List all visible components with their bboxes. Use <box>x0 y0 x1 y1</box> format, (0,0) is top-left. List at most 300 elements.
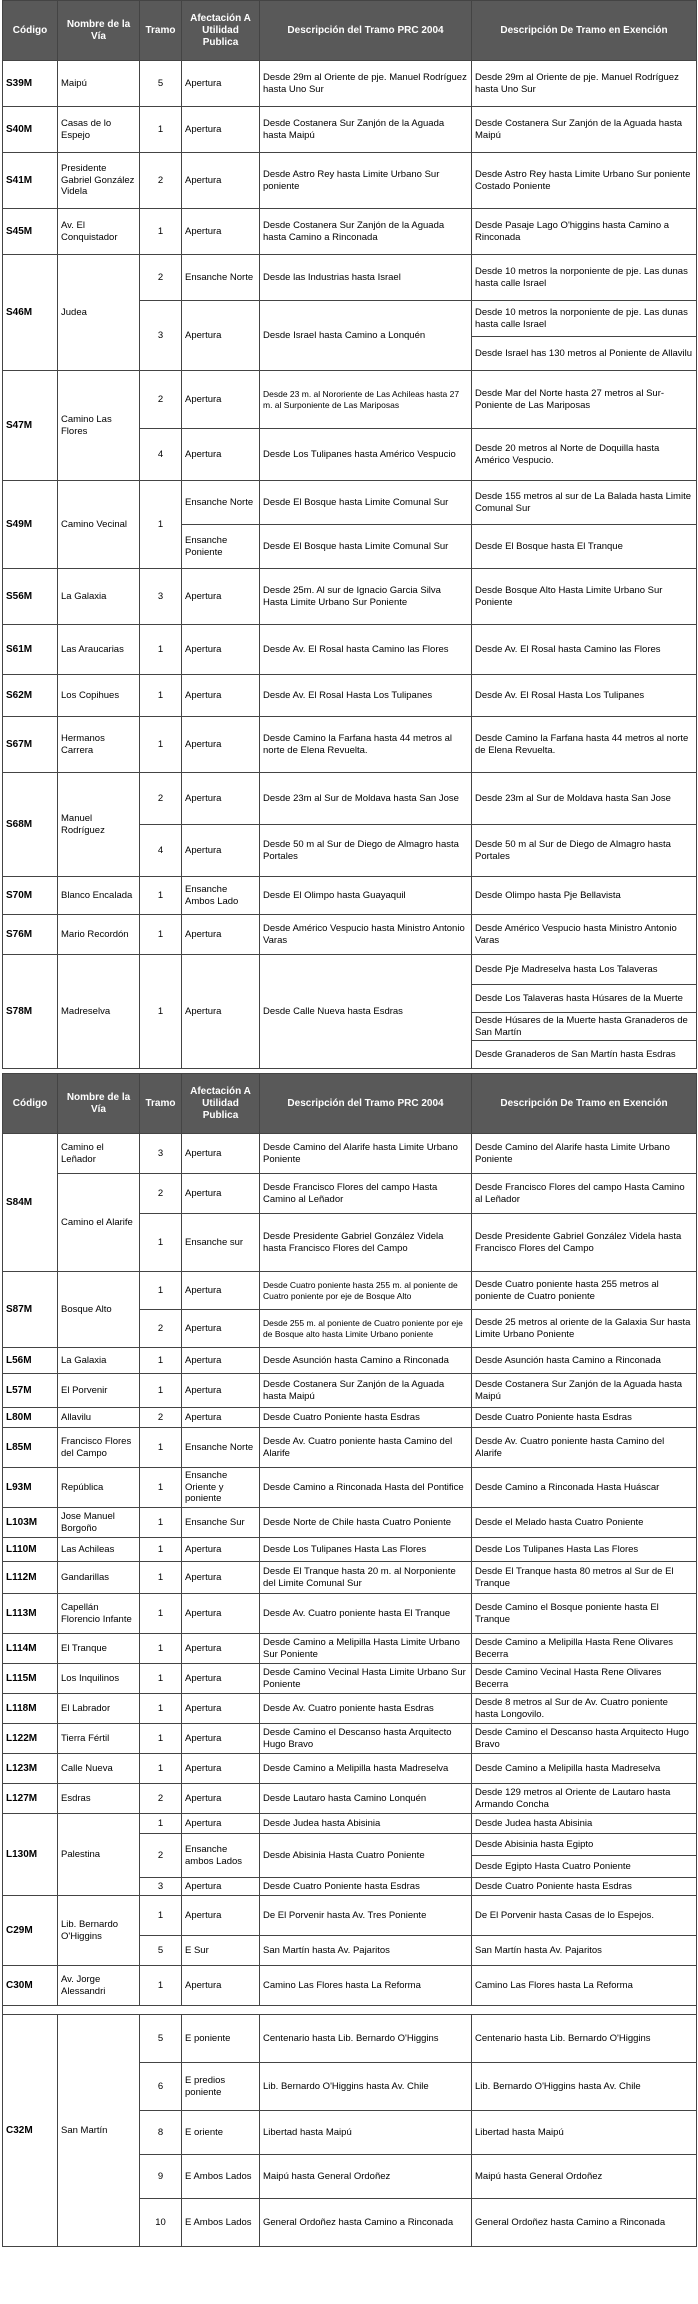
tramo-cell: 1 <box>140 1348 182 1374</box>
desc-prc-cell: Desde Av. Cuatro poniente hasta El Tranque <box>260 1594 472 1634</box>
code-cell: L110M <box>3 1538 58 1562</box>
name-cell: Las Achileas <box>58 1538 140 1562</box>
header-nombre: Nombre de la Vía <box>58 1 140 61</box>
name-cell: San Martín <box>58 2015 140 2247</box>
tramo-cell: 1 <box>140 1214 182 1272</box>
tramo-cell: 1 <box>140 1896 182 1936</box>
tramo-cell: 2 <box>140 255 182 301</box>
code-cell: S61M <box>3 625 58 675</box>
desc-exencion-cell: Desde Asunción hasta Camino a Rinconada <box>472 1348 697 1374</box>
code-cell: S78M <box>3 955 58 1069</box>
desc-prc-cell: Desde El Tranque hasta 20 m. al Norponiente del Limite Comunal Sur <box>260 1562 472 1594</box>
tramo-cell: 2 <box>140 1408 182 1428</box>
name-cell: Manuel Rodríguez <box>58 773 140 877</box>
table-row <box>3 209 697 255</box>
desc-exencion-cell: Desde Camino el Bosque poniente hasta El Tranque <box>472 1594 697 1634</box>
tramo-cell: 1 <box>140 107 182 153</box>
tramo-cell: 3 <box>140 1134 182 1174</box>
name-cell: Francisco Flores del Campo <box>58 1428 140 1468</box>
afectacion-cell: E predios poniente <box>182 2063 260 2111</box>
tramo-cell: 1 <box>140 209 182 255</box>
code-cell: L85M <box>3 1428 58 1468</box>
name-cell: República <box>58 1468 140 1508</box>
desc-exencion-cell: Desde Camino a Rinconada Hasta Huáscar <box>472 1468 697 1508</box>
desc-exencion-cell: Desde Francisco Flores del campo Hasta Camino al Leñador <box>472 1174 697 1214</box>
afectacion-cell: Apertura <box>182 107 260 153</box>
afectacion-cell: Apertura <box>182 1174 260 1214</box>
code-cell: L122M <box>3 1724 58 1754</box>
table-row <box>3 1348 697 1374</box>
desc-exencion-cell: Desde Abisinia hasta Egipto <box>472 1834 697 1856</box>
tramo-cell: 3 <box>140 301 182 371</box>
afectacion-cell: Apertura <box>182 569 260 625</box>
table-row <box>3 153 697 209</box>
desc-prc-cell: Desde Asunción hasta Camino a Rinconada <box>260 1348 472 1374</box>
desc-prc-cell: Desde Américo Vespucio hasta Ministro Antonio Varas <box>260 915 472 955</box>
name-cell: Palestina <box>58 1814 140 1896</box>
tramo-cell: 1 <box>140 1634 182 1664</box>
desc-exencion-cell: Desde el Melado hasta Cuatro Poniente <box>472 1508 697 1538</box>
tramo-cell: 2 <box>140 153 182 209</box>
table-separator <box>3 2006 697 2015</box>
table-row <box>3 1508 697 1538</box>
afectacion-cell: Apertura <box>182 1878 260 1896</box>
afectacion-cell: Ensanche Norte <box>182 255 260 301</box>
tramo-cell: 3 <box>140 1878 182 1896</box>
tramo-cell: 4 <box>140 825 182 877</box>
desc-exencion-cell: Desde 50 m al Sur de Diego de Almagro hasta Portales <box>472 825 697 877</box>
afectacion-cell: Apertura <box>182 429 260 481</box>
desc-prc-cell: Desde El Bosque hasta Limite Comunal Sur <box>260 481 472 525</box>
name-cell: Maipú <box>58 61 140 107</box>
desc-exencion-cell: Desde Húsares de la Muerte hasta Granaderos de San Martín <box>472 1013 697 1041</box>
name-cell: Gandarillas <box>58 1562 140 1594</box>
afectacion-cell: Apertura <box>182 1814 260 1834</box>
desc-prc-cell: Desde Av. Cuatro poniente hasta Esdras <box>260 1694 472 1724</box>
afectacion-cell: Apertura <box>182 1784 260 1814</box>
name-cell: La Galaxia <box>58 569 140 625</box>
afectacion-cell: Apertura <box>182 1724 260 1754</box>
name-cell: Camino Las Flores <box>58 371 140 481</box>
desc-prc-cell: Desde 29m al Oriente de pje. Manuel Rodríguez hasta Uno Sur <box>260 61 472 107</box>
afectacion-cell: Apertura <box>182 1348 260 1374</box>
desc-exencion-cell: Desde 129 metros al Oriente de Lautaro hasta Armando Concha <box>472 1784 697 1814</box>
desc-exencion-cell: Desde Camino a Melipilla hasta Madreselva <box>472 1754 697 1784</box>
afectacion-cell: Apertura <box>182 153 260 209</box>
name-cell: Camino el Alarife <box>58 1174 140 1272</box>
code-cell: L114M <box>3 1634 58 1664</box>
tramo-cell: 1 <box>140 877 182 915</box>
name-cell: La Galaxia <box>58 1348 140 1374</box>
table-row <box>3 915 697 955</box>
afectacion-cell: E Sur <box>182 1936 260 1966</box>
name-cell: Presidente Gabriel González Videla <box>58 153 140 209</box>
table-row <box>3 2015 697 2063</box>
desc-prc-cell: Desde Costanera Sur Zanjón de la Aguada hasta Maipú <box>260 1374 472 1408</box>
code-cell: S40M <box>3 107 58 153</box>
afectacion-cell: Apertura <box>182 1664 260 1694</box>
code-cell: C32M <box>3 2015 58 2247</box>
table-row <box>3 255 697 301</box>
header-desc-prc: Descripción del Tramo PRC 2004 <box>260 1074 472 1134</box>
table-row <box>3 1634 697 1664</box>
afectacion-cell: Ensanche Poniente <box>182 525 260 569</box>
header-afectacion: Afectación A Utilidad Publica <box>182 1074 260 1134</box>
afectacion-cell: Apertura <box>182 1966 260 2006</box>
desc-exencion-cell: Desde Olimpo hasta Pje Bellavista <box>472 877 697 915</box>
desc-prc-cell: Desde 23 m. al Nororiente de Las Achileas hasta 27 m. al Surponiente de Las Mariposas <box>260 371 472 429</box>
afectacion-cell: E poniente <box>182 2015 260 2063</box>
tramo-cell: 1 <box>140 1694 182 1724</box>
desc-exencion-cell: Desde Camino a Melipilla Hasta Rene Olivares Becerra <box>472 1634 697 1664</box>
header-tramo: Tramo <box>140 1 182 61</box>
name-cell: Casas de lo Espejo <box>58 107 140 153</box>
desc-prc-cell: Desde Av. El Rosal hasta Camino las Flores <box>260 625 472 675</box>
afectacion-cell: Ensanche ambos Lados <box>182 1834 260 1878</box>
table-row <box>3 1694 697 1724</box>
header-afectacion: Afectación A Utilidad Publica <box>182 1 260 61</box>
desc-exencion-cell: Maipú hasta General Ordoñez <box>472 2155 697 2199</box>
code-cell: S56M <box>3 569 58 625</box>
name-cell: Allavilu <box>58 1408 140 1428</box>
afectacion-cell: Apertura <box>182 61 260 107</box>
afectacion-cell: Ensanche Norte <box>182 1428 260 1468</box>
tramo-cell: 2 <box>140 1834 182 1878</box>
afectacion-cell: Apertura <box>182 1896 260 1936</box>
code-cell: S46M <box>3 255 58 371</box>
desc-exencion-cell: Desde Costanera Sur Zanjón de la Aguada hasta Maipú <box>472 1374 697 1408</box>
afectacion-cell: Apertura <box>182 955 260 1069</box>
table-row <box>3 1754 697 1784</box>
table-row <box>3 1784 697 1814</box>
afectacion-cell: Apertura <box>182 1408 260 1428</box>
desc-exencion-cell: Desde Camino Vecinal Hasta Rene Olivares Becerra <box>472 1664 697 1694</box>
afectacion-cell: E Ambos Lados <box>182 2199 260 2247</box>
afectacion-cell: Apertura <box>182 625 260 675</box>
afectacion-cell: Ensanche Sur <box>182 1508 260 1538</box>
code-cell: S70M <box>3 877 58 915</box>
table-row <box>3 1814 697 1834</box>
name-cell: Los Inquilinos <box>58 1664 140 1694</box>
name-cell: Lib. Bernardo O'Higgins <box>58 1896 140 1966</box>
table-row <box>3 1408 697 1428</box>
afectacion-cell: Apertura <box>182 773 260 825</box>
tramo-cell: 2 <box>140 773 182 825</box>
tramo-cell: 9 <box>140 2155 182 2199</box>
table-row <box>3 1174 697 1214</box>
desc-prc-cell: Desde Costanera Sur Zanjón de la Aguada hasta Maipú <box>260 107 472 153</box>
desc-exencion-cell: Desde Los Talaveras hasta Húsares de la Muerte <box>472 985 697 1013</box>
tramo-cell: 3 <box>140 569 182 625</box>
table-row <box>3 1538 697 1562</box>
header-codigo: Código <box>3 1074 58 1134</box>
afectacion-cell: Apertura <box>182 915 260 955</box>
tramo-cell: 2 <box>140 371 182 429</box>
name-cell: Madreselva <box>58 955 140 1069</box>
name-cell: El Tranque <box>58 1634 140 1664</box>
tramo-cell: 1 <box>140 1664 182 1694</box>
desc-prc-cell: Lib. Bernardo O'Higgins hasta Av. Chile <box>260 2063 472 2111</box>
tramo-cell: 1 <box>140 915 182 955</box>
desc-exencion-cell: Lib. Bernardo O'Higgins hasta Av. Chile <box>472 2063 697 2111</box>
desc-prc-cell: Desde Lautaro hasta Camino Lonquén <box>260 1784 472 1814</box>
desc-prc-cell: Desde Camino a Rinconada Hasta del Pontifice <box>260 1468 472 1508</box>
name-cell: Tierra Fértil <box>58 1724 140 1754</box>
desc-exencion-cell: Desde Israel has 130 metros al Poniente de Allavilu <box>472 337 697 371</box>
tramo-cell: 2 <box>140 1174 182 1214</box>
desc-prc-cell: Desde El Olimpo hasta Guayaquil <box>260 877 472 915</box>
name-cell: Av. El Conquistador <box>58 209 140 255</box>
table-row <box>3 569 697 625</box>
desc-prc-cell: Desde Norte de Chile hasta Cuatro Poniente <box>260 1508 472 1538</box>
desc-exencion-cell: Desde Bosque Alto Hasta Limite Urbano Sur Poniente <box>472 569 697 625</box>
name-cell: Av. Jorge Alessandri <box>58 1966 140 2006</box>
table-row <box>3 773 697 825</box>
table-row <box>3 1374 697 1408</box>
afectacion-cell: Apertura <box>182 301 260 371</box>
table-row <box>3 675 697 717</box>
tramo-cell: 8 <box>140 2111 182 2155</box>
desc-prc-cell: Desde Cuatro poniente hasta 255 m. al poniente de Cuatro poniente por eje de Bosque Alto <box>260 1272 472 1310</box>
desc-prc-cell: Libertad hasta Maipú <box>260 2111 472 2155</box>
tramo-cell: 1 <box>140 1754 182 1784</box>
afectacion-cell: Apertura <box>182 1134 260 1174</box>
code-cell: L80M <box>3 1408 58 1428</box>
tramo-cell: 1 <box>140 1966 182 2006</box>
desc-prc-cell: Desde Costanera Sur Zanjón de la Aguada hasta Camino a Rinconada <box>260 209 472 255</box>
code-cell: S84M <box>3 1134 58 1272</box>
header-nombre: Nombre de la Vía <box>58 1074 140 1134</box>
table-1 <box>2 0 697 1069</box>
code-cell: L113M <box>3 1594 58 1634</box>
desc-prc-cell: Desde Astro Rey hasta Limite Urbano Sur poniente <box>260 153 472 209</box>
name-cell: Camino Vecinal <box>58 481 140 569</box>
code-cell: C29M <box>3 1896 58 1966</box>
table-row <box>3 955 697 985</box>
name-cell: Blanco Encalada <box>58 877 140 915</box>
table-row <box>3 107 697 153</box>
code-cell: S62M <box>3 675 58 717</box>
code-cell: S87M <box>3 1272 58 1348</box>
desc-exencion-cell: Centenario hasta Lib. Bernardo O'Higgins <box>472 2015 697 2063</box>
desc-exencion-cell: Desde Camino el Descanso hasta Arquitecto Hugo Bravo <box>472 1724 697 1754</box>
desc-prc-cell: De El Porvenir hasta Av. Tres Poniente <box>260 1896 472 1936</box>
tramo-cell: 1 <box>140 1428 182 1468</box>
desc-prc-cell: Desde Av. El Rosal Hasta Los Tulipanes <box>260 675 472 717</box>
desc-exencion-cell: Desde Av. El Rosal Hasta Los Tulipanes <box>472 675 697 717</box>
tramo-cell: 2 <box>140 1784 182 1814</box>
desc-exencion-cell: Desde Av. Cuatro poniente hasta Camino del Alarife <box>472 1428 697 1468</box>
desc-exencion-cell: Desde Américo Vespucio hasta Ministro Antonio Varas <box>472 915 697 955</box>
name-cell: Camino el Leñador <box>58 1134 140 1174</box>
tramo-cell: 1 <box>140 1814 182 1834</box>
table-header-row <box>3 1074 697 1134</box>
desc-exencion-cell: Desde 10 metros la norponiente de pje. Las dunas hasta calle Israel <box>472 301 697 337</box>
name-cell: Jose Manuel Borgoño <box>58 1508 140 1538</box>
table-row <box>3 1468 697 1508</box>
tramo-cell: 10 <box>140 2199 182 2247</box>
desc-prc-cell: Desde 255 m. al poniente de Cuatro poniente por eje de Bosque alto hasta Limite Urbano poniente <box>260 1310 472 1348</box>
desc-prc-cell: Centenario hasta Lib. Bernardo O'Higgins <box>260 2015 472 2063</box>
desc-exencion-cell: Desde 23m al Sur de Moldava hasta San Jose <box>472 773 697 825</box>
code-cell: S47M <box>3 371 58 481</box>
tramo-cell: 1 <box>140 955 182 1069</box>
afectacion-cell: Apertura <box>182 1538 260 1562</box>
tramo-cell: 1 <box>140 1468 182 1508</box>
desc-prc-cell: Desde Los Tulipanes Hasta Las Flores <box>260 1538 472 1562</box>
afectacion-cell: Apertura <box>182 825 260 877</box>
desc-prc-cell: Desde Camino el Descanso hasta Arquitecto Hugo Bravo <box>260 1724 472 1754</box>
tramo-cell: 5 <box>140 2015 182 2063</box>
code-cell: L127M <box>3 1784 58 1814</box>
desc-exencion-cell: Desde 155 metros al sur de La Balada hasta Limite Comunal Sur <box>472 481 697 525</box>
code-cell: S45M <box>3 209 58 255</box>
afectacion-cell: Ensanche sur <box>182 1214 260 1272</box>
name-cell: El Labrador <box>58 1694 140 1724</box>
desc-exencion-cell: General Ordoñez hasta Camino a Rinconada <box>472 2199 697 2247</box>
code-cell: L93M <box>3 1468 58 1508</box>
desc-exencion-cell: Desde Presidente Gabriel González Videla hasta Francisco Flores del Campo <box>472 1214 697 1272</box>
desc-prc-cell: General Ordoñez hasta Camino a Rinconada <box>260 2199 472 2247</box>
code-cell: L112M <box>3 1562 58 1594</box>
header-desc-exencion: Descripción De Tramo en Exención <box>472 1074 697 1134</box>
name-cell: Mario Recordón <box>58 915 140 955</box>
code-cell: L115M <box>3 1664 58 1694</box>
desc-prc-cell: Desde Calle Nueva hasta Esdras <box>260 955 472 1069</box>
table-row <box>3 625 697 675</box>
desc-exencion-cell: Desde Camino del Alarife hasta Limite Urbano Poniente <box>472 1134 697 1174</box>
afectacion-cell: Apertura <box>182 1310 260 1348</box>
desc-prc-cell: Desde 50 m al Sur de Diego de Almagro hasta Portales <box>260 825 472 877</box>
desc-exencion-cell: Desde Mar del Norte hasta 27 metros al Sur-Poniente de Las Mariposas <box>472 371 697 429</box>
desc-exencion-cell: Desde Judea hasta Abisinia <box>472 1814 697 1834</box>
name-cell: Esdras <box>58 1784 140 1814</box>
desc-exencion-cell: Desde 8 metros al Sur de Av. Cuatro poniente hasta Longovilo. <box>472 1694 697 1724</box>
desc-exencion-cell: Desde Los Tulipanes Hasta Las Flores <box>472 1538 697 1562</box>
afectacion-cell: Apertura <box>182 1562 260 1594</box>
table-row <box>3 1594 697 1634</box>
desc-prc-cell: Desde Av. Cuatro poniente hasta Camino del Alarife <box>260 1428 472 1468</box>
desc-exencion-cell: Desde 29m al Oriente de pje. Manuel Rodríguez hasta Uno Sur <box>472 61 697 107</box>
desc-exencion-cell: De El Porvenir hasta Casas de lo Espejos. <box>472 1896 697 1936</box>
desc-exencion-cell: Desde Pje Madreselva hasta Los Talaveras <box>472 955 697 985</box>
desc-prc-cell: Desde Abisinia Hasta Cuatro Poniente <box>260 1834 472 1878</box>
desc-prc-cell: Desde Camino a Melipilla Hasta Limite Urbano Sur Poniente <box>260 1634 472 1664</box>
table-row <box>3 1896 697 1936</box>
tramo-cell: 2 <box>140 1310 182 1348</box>
afectacion-cell: Apertura <box>182 209 260 255</box>
desc-exencion-cell: Desde 10 metros la norponiente de pje. Las dunas hasta calle Israel <box>472 255 697 301</box>
table-row <box>3 371 697 429</box>
code-cell: S76M <box>3 915 58 955</box>
desc-prc-cell: Desde las Industrias hasta Israel <box>260 255 472 301</box>
code-cell: L118M <box>3 1694 58 1724</box>
desc-exencion-cell: Desde Astro Rey hasta Limite Urbano Sur poniente Costado Poniente <box>472 153 697 209</box>
name-cell: Capellán Florencio Infante <box>58 1594 140 1634</box>
name-cell: Hermanos Carrera <box>58 717 140 773</box>
tramo-cell: 6 <box>140 2063 182 2111</box>
table-row <box>3 1966 697 2006</box>
name-cell: Bosque Alto <box>58 1272 140 1348</box>
code-cell: C30M <box>3 1966 58 2006</box>
afectacion-cell: E Ambos Lados <box>182 2155 260 2199</box>
tramo-cell: 5 <box>140 61 182 107</box>
desc-exencion-cell: Desde Pasaje Lago O'higgins hasta Camino a Rinconada <box>472 209 697 255</box>
code-cell: S49M <box>3 481 58 569</box>
tramo-cell: 1 <box>140 1272 182 1310</box>
code-cell: L103M <box>3 1508 58 1538</box>
afectacion-cell: Apertura <box>182 1634 260 1664</box>
tramo-cell: 5 <box>140 1936 182 1966</box>
table-row <box>3 717 697 773</box>
table-row <box>3 1724 697 1754</box>
header-desc-prc: Descripción del Tramo PRC 2004 <box>260 1 472 61</box>
code-cell: S39M <box>3 61 58 107</box>
tramo-cell: 1 <box>140 1724 182 1754</box>
table-row <box>3 1428 697 1468</box>
desc-exencion-cell: Desde Av. El Rosal hasta Camino las Flores <box>472 625 697 675</box>
desc-prc-cell: Desde 25m. Al sur de Ignacio Garcia Silva Hasta Limite Urbano Sur Poniente <box>260 569 472 625</box>
desc-exencion-cell: Desde Camino la Farfana hasta 44 metros al norte de Elena Revuelta. <box>472 717 697 773</box>
desc-exencion-cell: Desde 20 metros al Norte de Doquilla hasta Américo Vespucio. <box>472 429 697 481</box>
code-cell: L130M <box>3 1814 58 1896</box>
tramo-cell: 1 <box>140 1374 182 1408</box>
desc-prc-cell: Desde Camino a Melipilla hasta Madreselva <box>260 1754 472 1784</box>
name-cell: El Porvenir <box>58 1374 140 1408</box>
desc-prc-cell: Desde El Bosque hasta Limite Comunal Sur <box>260 525 472 569</box>
table-row <box>3 61 697 107</box>
table-row <box>3 1664 697 1694</box>
desc-prc-cell: Maipú hasta General Ordoñez <box>260 2155 472 2199</box>
code-cell: L56M <box>3 1348 58 1374</box>
tramo-cell: 1 <box>140 1594 182 1634</box>
desc-exencion-cell: Desde El Bosque hasta El Tranque <box>472 525 697 569</box>
header-codigo: Código <box>3 1 58 61</box>
code-cell: S68M <box>3 773 58 877</box>
header-tramo: Tramo <box>140 1074 182 1134</box>
desc-exencion-cell: Camino Las Flores hasta La Reforma <box>472 1966 697 2006</box>
desc-exencion-cell: Desde Cuatro poniente hasta 255 metros al poniente de Cuatro poniente <box>472 1272 697 1310</box>
desc-prc-cell: Desde Francisco Flores del campo Hasta Camino al Leñador <box>260 1174 472 1214</box>
table-header-row <box>3 1 697 61</box>
desc-prc-cell: Desde Cuatro Poniente hasta Esdras <box>260 1878 472 1896</box>
code-cell: L123M <box>3 1754 58 1784</box>
tramo-cell: 1 <box>140 1508 182 1538</box>
desc-exencion-cell: Libertad hasta Maipú <box>472 2111 697 2155</box>
desc-prc-cell: Desde Cuatro Poniente hasta Esdras <box>260 1408 472 1428</box>
table-row <box>3 1562 697 1594</box>
afectacion-cell: Apertura <box>182 1374 260 1408</box>
afectacion-cell: Ensanche Norte <box>182 481 260 525</box>
desc-prc-cell: Desde Camino Vecinal Hasta Limite Urbano Sur Poniente <box>260 1664 472 1694</box>
table-row <box>3 877 697 915</box>
afectacion-cell: E oriente <box>182 2111 260 2155</box>
tramo-cell: 1 <box>140 625 182 675</box>
desc-prc-cell: Desde Los Tulipanes hasta Américo Vespucio <box>260 429 472 481</box>
desc-prc-cell: Desde Israel hasta Camino a Lonquén <box>260 301 472 371</box>
desc-exencion-cell: Desde Cuatro Poniente hasta Esdras <box>472 1408 697 1428</box>
afectacion-cell: Apertura <box>182 1272 260 1310</box>
desc-exencion-cell: Desde 25 metros al oriente de la Galaxia Sur hasta Limite Urbano Poniente <box>472 1310 697 1348</box>
name-cell: Calle Nueva <box>58 1754 140 1784</box>
name-cell: Judea <box>58 255 140 371</box>
tramo-cell: 1 <box>140 1562 182 1594</box>
table-2 <box>2 1073 697 2247</box>
desc-exencion-cell: Desde Costanera Sur Zanjón de la Aguada hasta Maipú <box>472 107 697 153</box>
table-row <box>3 1272 697 1310</box>
desc-prc-cell: San Martín hasta Av. Pajaritos <box>260 1936 472 1966</box>
desc-exencion-cell: Desde Egipto Hasta Cuatro Poniente <box>472 1856 697 1878</box>
